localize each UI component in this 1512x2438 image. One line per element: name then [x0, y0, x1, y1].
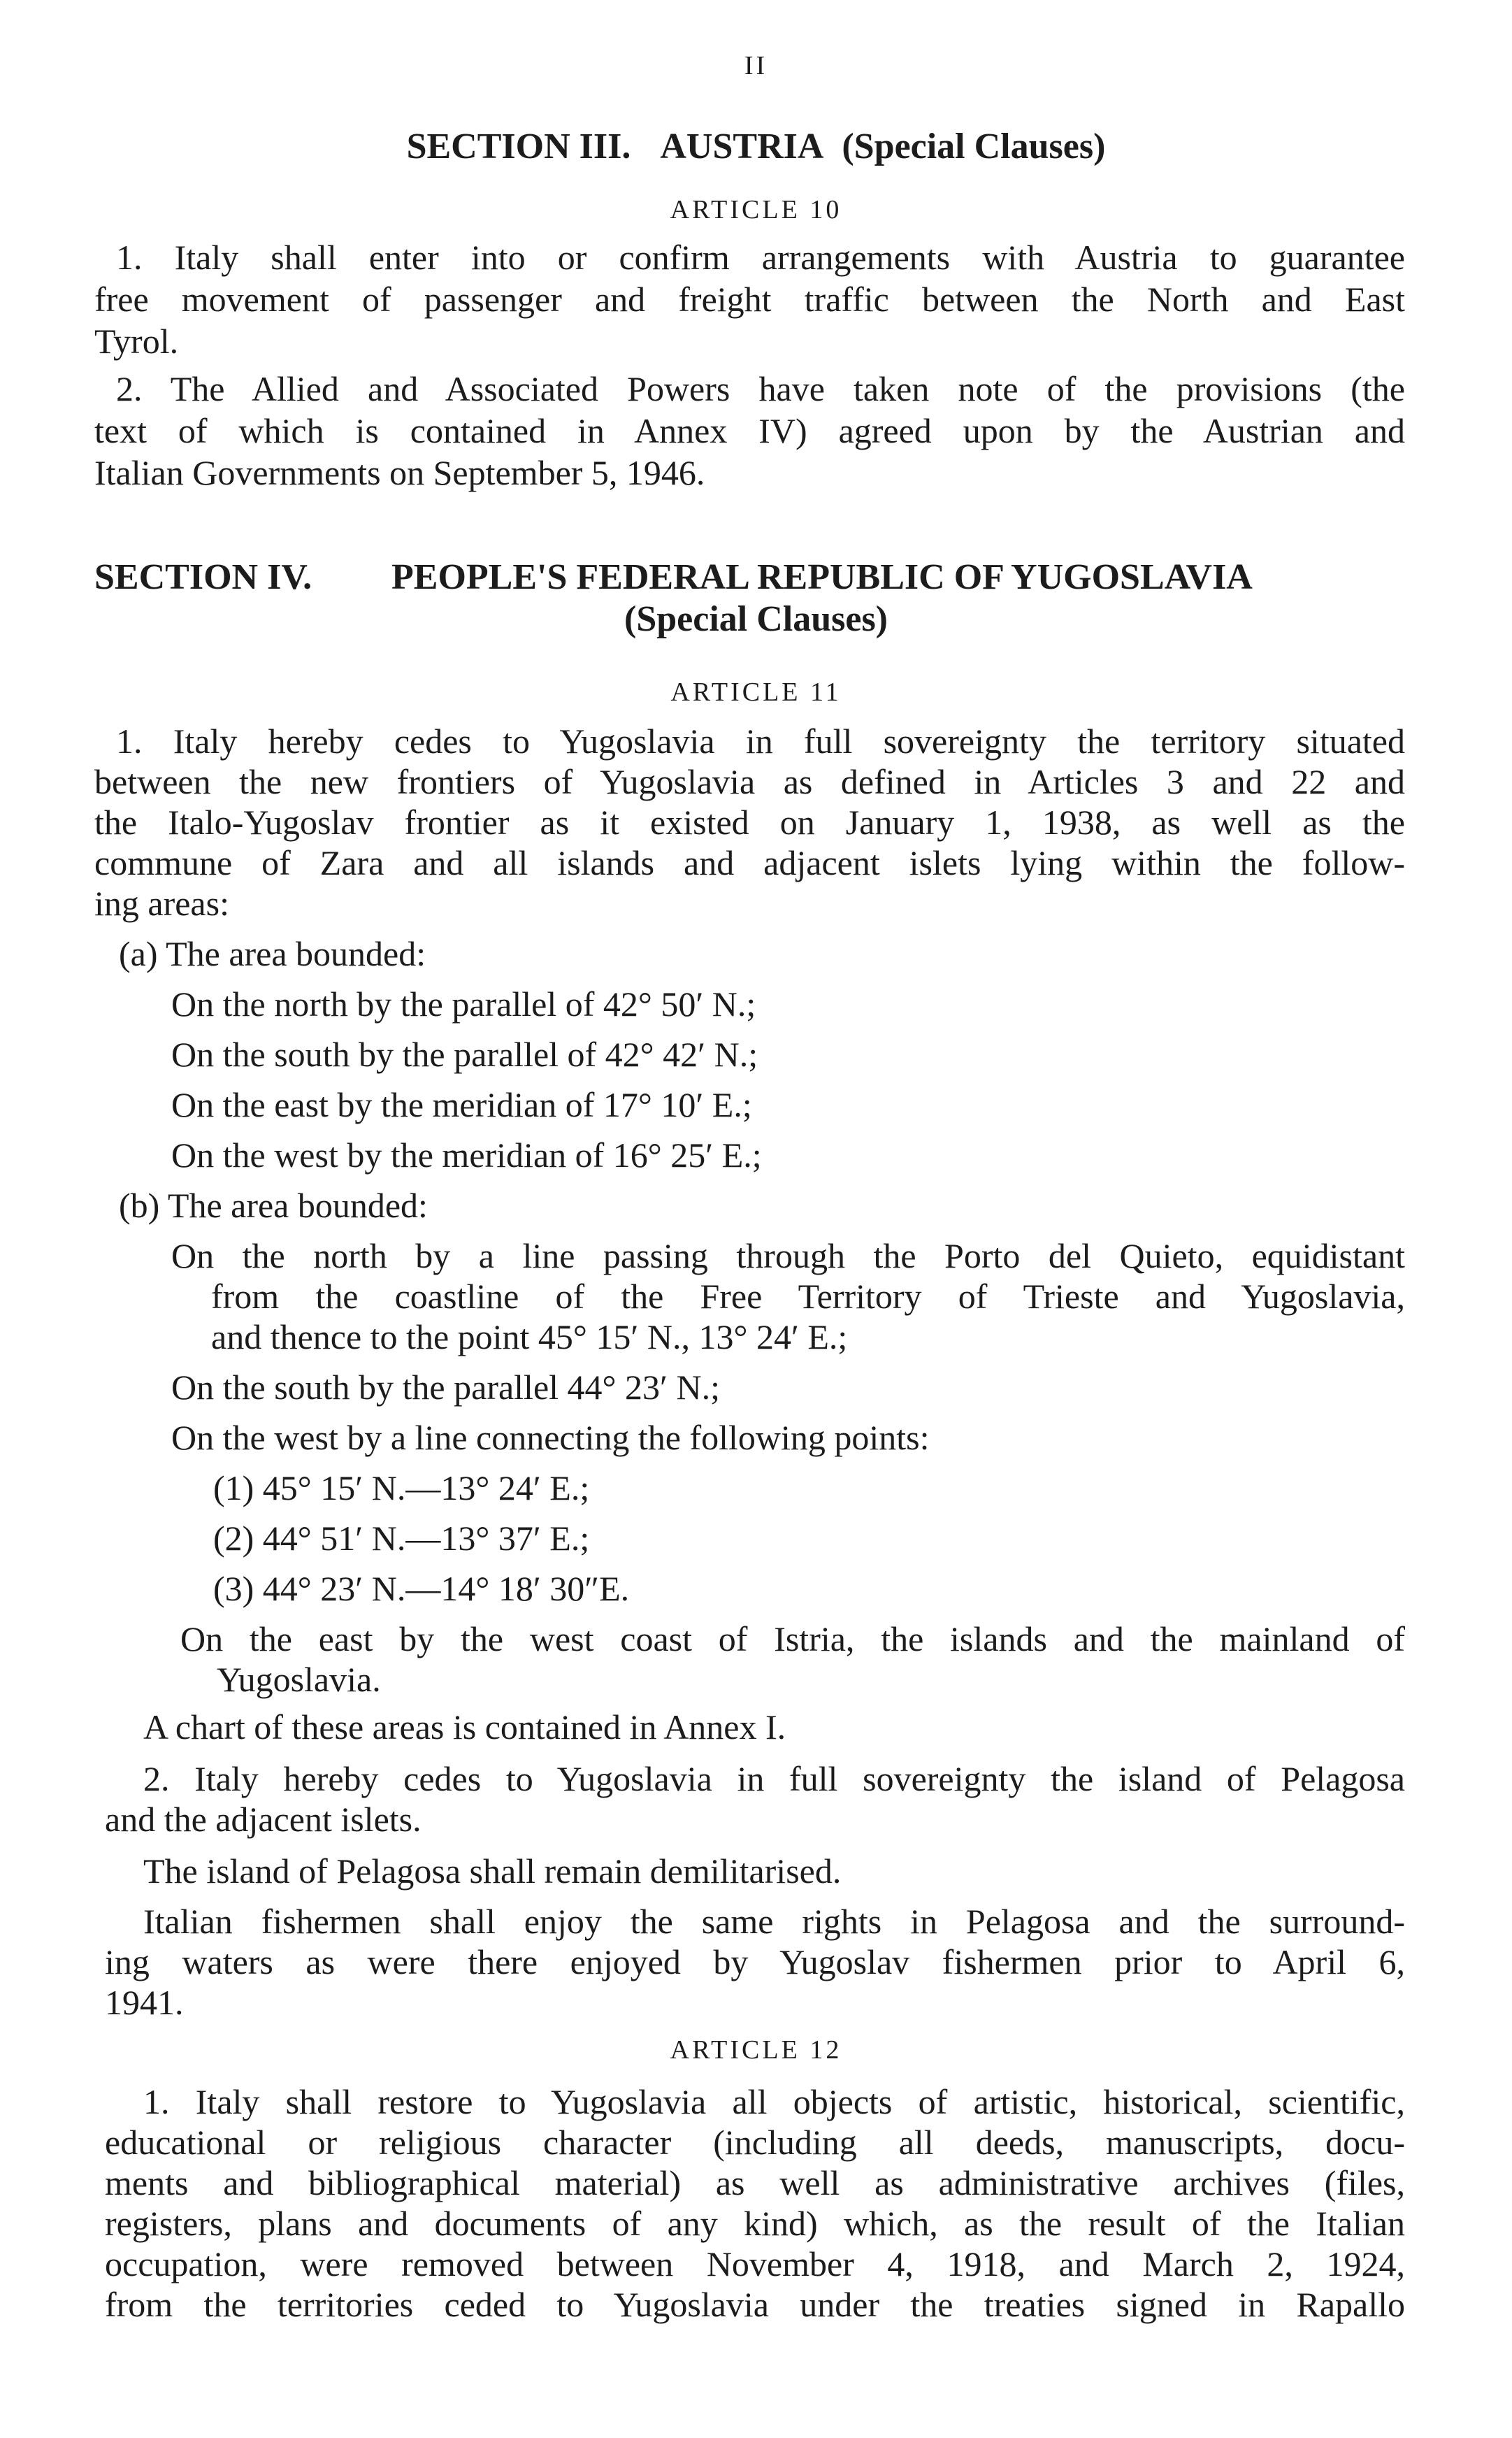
- text-line: text of which is contained in Annex IV) agreed upon by the Austrian and: [94, 411, 1405, 450]
- area-a-line: On the west by the meridian of 16° 25′ E.;: [171, 1135, 762, 1175]
- section-3-subtitle: (Special Clauses): [842, 127, 1106, 166]
- text-line: Italian Governments on September 5, 1946.: [94, 453, 705, 492]
- section-3-title: AUSTRIA: [660, 127, 824, 166]
- area-b-point: (1) 45° 15′ N.—13° 24′ E.;: [213, 1468, 590, 1507]
- pelagosa-demilitarised: The island of Pelagosa shall remain demilitarised.: [143, 1851, 842, 1891]
- text-line: ing areas:: [94, 884, 229, 923]
- article-10-label: ARTICLE 10: [670, 195, 842, 224]
- area-b-east-line: On the east by the west coast of Istria, the islands and the mainland of: [180, 1619, 1405, 1658]
- area-b-point: (3) 44° 23′ N.—14° 18′ 30″E.: [213, 1569, 630, 1608]
- text-line: and the adjacent islets.: [105, 1800, 422, 1839]
- chart-note: A chart of these areas is contained in Annex I.: [143, 1707, 786, 1747]
- area-b-label: (b) The area bounded:: [119, 1186, 428, 1225]
- text-line: Italian fishermen shall enjoy the same rights in Pelagosa and the surround-: [143, 1902, 1405, 1941]
- page-number: II: [744, 51, 768, 80]
- section-3-label: SECTION III.: [406, 127, 631, 166]
- text-line: ing waters as were there enjoyed by Yugoslav fishermen prior to April 6,: [105, 1942, 1405, 1981]
- area-a-label: (a) The area bounded:: [119, 934, 426, 973]
- text-line: Tyrol.: [94, 322, 179, 361]
- text-line: registers, plans and documents of any kind) which, as the result of the Italian: [105, 2204, 1405, 2243]
- text-line: from the territories ceded to Yugoslavia under the treaties signed in Rapallo: [105, 2285, 1405, 2324]
- section-3-heading: [0, 126, 1512, 167]
- area-b-north-line: from the coastline of the Free Territory of Trieste and Yugoslavia,: [211, 1277, 1405, 1316]
- article-11-label: ARTICLE 11: [670, 677, 842, 707]
- area-b-north-line: On the north by a line passing through the Porto del Quieto, equidistant: [171, 1236, 1405, 1275]
- text-line: ments and bibliographical material) as well as administrative archives (files,: [105, 2163, 1405, 2202]
- text-line: 1. Italy hereby cedes to Yugoslavia in full sovereignty the territory situated: [116, 722, 1405, 761]
- area-b-south: On the south by the parallel 44° 23′ N.;: [171, 1368, 720, 1407]
- section-4-label: SECTION IV.: [94, 557, 312, 597]
- text-line: 2. Italy hereby cedes to Yugoslavia in full sovereignty the island of Pelagosa: [143, 1759, 1405, 1798]
- area-b-east-line: Yugoslavia.: [217, 1660, 381, 1699]
- text-line: the Italo-Yugoslav frontier as it existed on January 1, 1938, as well as the: [94, 803, 1405, 842]
- text-line: 1941.: [105, 1983, 184, 2022]
- area-a-line: On the south by the parallel of 42° 42′ N.;: [171, 1035, 758, 1074]
- text-line: free movement of passenger and freight traffic between the North and East: [94, 280, 1405, 319]
- section-4-subtitle: (Special Clauses): [624, 599, 888, 639]
- text-line: commune of Zara and all islands and adjacent islets lying within the follow-: [94, 843, 1405, 882]
- area-a-line: On the east by the meridian of 17° 10′ E.;: [171, 1085, 752, 1124]
- area-a-line: On the north by the parallel of 42° 50′ N.;: [171, 984, 756, 1024]
- area-b-north-line: and thence to the point 45° 15′ N., 13° 24′ E.;: [211, 1317, 848, 1356]
- section-4-title: PEOPLE'S FEDERAL REPUBLIC OF YUGOSLAVIA: [391, 557, 1253, 597]
- area-b-point: (2) 44° 51′ N.—13° 37′ E.;: [213, 1519, 590, 1558]
- text-line: occupation, were removed between November 4, 1918, and March 2, 1924,: [105, 2244, 1405, 2283]
- text-line: 1. Italy shall enter into or confirm arrangements with Austria to guarantee: [116, 238, 1405, 277]
- area-b-west: On the west by a line connecting the following points:: [171, 1418, 930, 1457]
- article-12-label: ARTICLE 12: [670, 2035, 842, 2065]
- text-line: between the new frontiers of Yugoslavia as defined in Articles 3 and 22 and: [94, 762, 1405, 801]
- text-line: educational or religious character (including all deeds, manuscripts, docu-: [105, 2123, 1405, 2162]
- text-line: 2. The Allied and Associated Powers have taken note of the provisions (the: [116, 369, 1405, 408]
- text-line: 1. Italy shall restore to Yugoslavia all objects of artistic, historical, scientific,: [143, 2082, 1405, 2121]
